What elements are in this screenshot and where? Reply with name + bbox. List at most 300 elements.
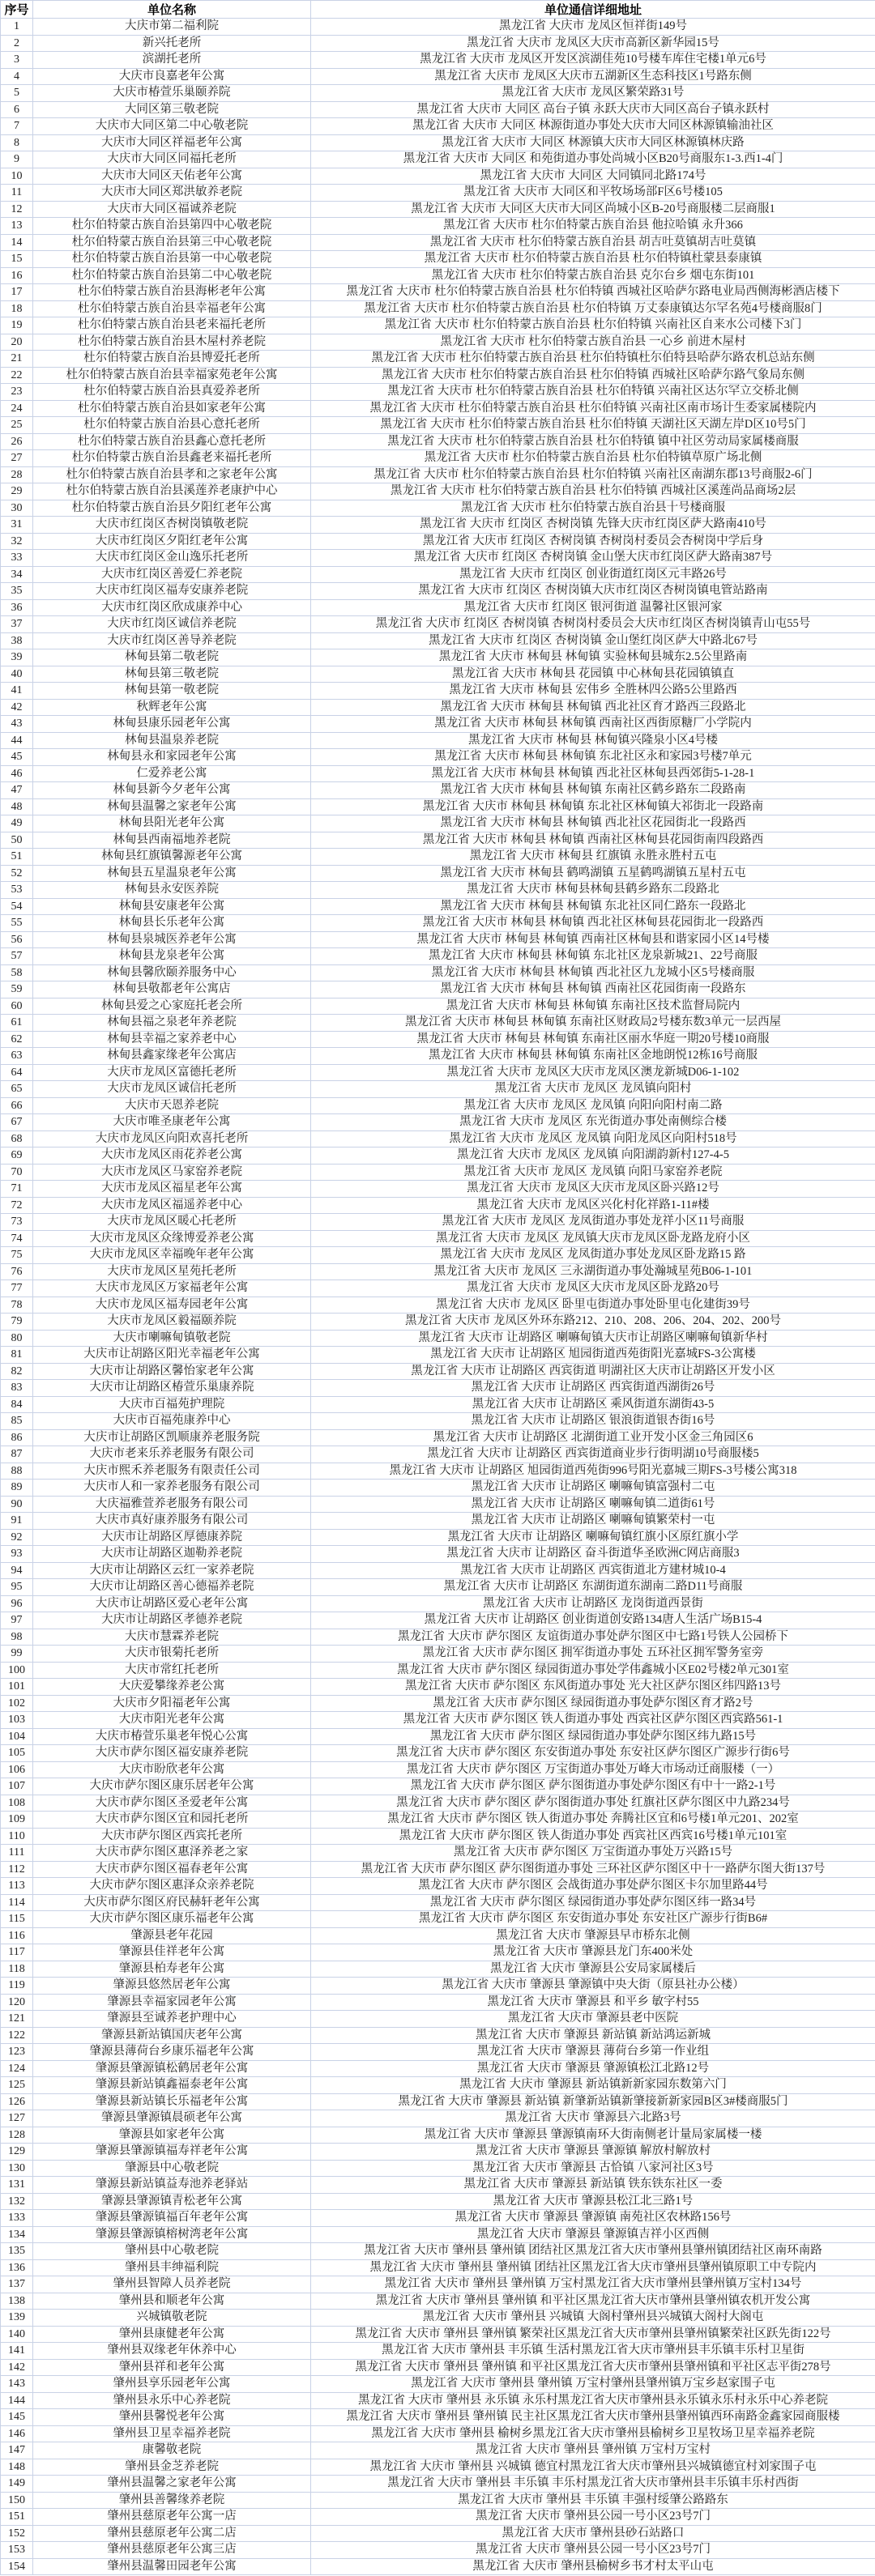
cell-address: 黑龙江省 大庆市 龙凤区 龙凤街道办事处龙祥小区11号商服 xyxy=(311,1214,875,1231)
cell-name: 大庆市萨尔图区福春老年公寓 xyxy=(33,1861,311,1878)
cell-index: 52 xyxy=(1,865,33,882)
table-row xyxy=(1,68,875,85)
cell-name: 大庆市红岗区诚信养老院 xyxy=(33,616,311,633)
cell-address: 黑龙江省 大庆市 肇源县 新站镇 新肇新站镇新肇接新新家园B区3#楼商服5门 xyxy=(311,2093,875,2110)
cell-name: 肇州县祥和老年公寓 xyxy=(33,2359,311,2376)
cell-name: 肇源县悠然居老年公寓 xyxy=(33,1978,311,1995)
cell-name: 肇源县新站镇益寿池养老驿站 xyxy=(33,2177,311,2194)
table-row xyxy=(1,683,875,700)
cell-index: 67 xyxy=(1,1114,33,1131)
cell-name: 肇源县肇源镇松鹤居老年公寓 xyxy=(33,2060,311,2077)
table-row xyxy=(1,134,875,151)
cell-name: 林甸县新今夕老年公寓 xyxy=(33,782,311,799)
cell-name: 大庆市萨尔图区康乐居老年公寓 xyxy=(33,1778,311,1795)
cell-address: 黑龙江省 大庆市 林甸县 花园镇 中心林甸县花园镇镇直 xyxy=(311,666,875,683)
cell-name: 林甸县馨欣颐养服务中心 xyxy=(33,964,311,981)
cell-index: 136 xyxy=(1,2259,33,2276)
cell-address: 黑龙江省 大庆市 林甸县 林甸镇 东北社区永和家园3号楼7单元 xyxy=(311,749,875,766)
cell-index: 66 xyxy=(1,1097,33,1114)
cell-address: 黑龙江省 大庆市 杜尔伯特蒙古族自治县 杜尔伯特镇 兴南社区自来水公司楼下3门 xyxy=(311,317,875,334)
cell-address: 黑龙江省 大庆市 萨尔图区 东安街道办事处 东安社区萨尔图区广源步行街6号 xyxy=(311,1745,875,1762)
cell-address: 黑龙江省 大庆市 红岗区 杏树岗镇大庆市红岗区杏树岗镇电管站路南 xyxy=(311,583,875,600)
table-row xyxy=(1,1927,875,1944)
cell-index: 31 xyxy=(1,517,33,534)
table-row xyxy=(1,1529,875,1546)
table-row xyxy=(1,915,875,932)
cell-index: 99 xyxy=(1,1646,33,1663)
cell-index: 35 xyxy=(1,583,33,600)
table-row xyxy=(1,500,875,517)
column-header-index: 序号 xyxy=(1,1,33,19)
cell-index: 26 xyxy=(1,433,33,450)
cell-index: 63 xyxy=(1,1048,33,1065)
cell-index: 28 xyxy=(1,466,33,483)
cell-name: 肇州县慈原老年公寓二店 xyxy=(33,2525,311,2542)
cell-name: 大庆市真好康养服务有限公司 xyxy=(33,1513,311,1530)
cell-address: 黑龙江省 大庆市 让胡路区 旭园街道西苑街996号阳光嘉城三期FS-3号楼公寓318 xyxy=(311,1463,875,1480)
cell-index: 94 xyxy=(1,1562,33,1579)
cell-address: 黑龙江省 大庆市 肇州县 肇州镇 民主社区黑龙江省大庆市肇州县肇州镇西环南路金鑫家园商服楼 xyxy=(311,2409,875,2426)
cell-index: 23 xyxy=(1,384,33,401)
cell-index: 30 xyxy=(1,500,33,517)
table-row xyxy=(1,384,875,401)
cell-name: 大庆市椿萱乐巢颐养院 xyxy=(33,85,311,102)
cell-index: 40 xyxy=(1,666,33,683)
cell-index: 96 xyxy=(1,1595,33,1612)
header-row xyxy=(1,1,875,19)
cell-address: 黑龙江省 大庆市 林甸县 林甸镇 东南社区金地朗悦12栋16号商服 xyxy=(311,1048,875,1065)
cell-index: 70 xyxy=(1,1164,33,1181)
table-row xyxy=(1,1978,875,1995)
cell-address: 黑龙江省 大庆市 林甸县 林甸镇 西南社区林甸县花园街南四段路西 xyxy=(311,832,875,849)
table-row xyxy=(1,251,875,268)
table-row xyxy=(1,2060,875,2077)
cell-name: 肇州县馨悦老年公寓 xyxy=(33,2409,311,2426)
cell-address: 黑龙江省 大庆市 让胡路区 西宾街道西湖街26号 xyxy=(311,1380,875,1397)
cell-address: 黑龙江省 大庆市 林甸县 林甸镇 东南社区丽水华庭一期20号楼10商服 xyxy=(311,1031,875,1048)
table-row xyxy=(1,2044,875,2061)
cell-name: 肇源县至诚养老护理中心 xyxy=(33,2011,311,2028)
cell-address: 黑龙江省 大庆市 龙凤区 龙凤镇 向阳向阳村南二路 xyxy=(311,1097,875,1114)
table-row xyxy=(1,1280,875,1297)
cell-name: 肇州县金芝养老院 xyxy=(33,2459,311,2476)
table-row xyxy=(1,2144,875,2161)
cell-index: 80 xyxy=(1,1330,33,1347)
cell-name: 大庆市龙凤区暖心托老所 xyxy=(33,1214,311,1231)
table-row xyxy=(1,882,875,899)
cell-name: 秋辉老年公寓 xyxy=(33,699,311,716)
table-row xyxy=(1,1828,875,1845)
cell-address: 黑龙江省 大庆市 肇州县榆树乡书才村太平山屯 xyxy=(311,2558,875,2575)
cell-address: 黑龙江省 大庆市 肇州县砂石站路口 xyxy=(311,2525,875,2542)
cell-name: 大庆市龙凤区福寿园老年公寓 xyxy=(33,1297,311,1314)
table-row xyxy=(1,1396,875,1413)
cell-address: 黑龙江省 大庆市 让胡路区 喇嘛甸镇二道街61号 xyxy=(311,1496,875,1513)
table-row xyxy=(1,865,875,882)
cell-name: 大庆市盼欣老年公寓 xyxy=(33,1761,311,1778)
table-row xyxy=(1,35,875,52)
table-row xyxy=(1,2093,875,2110)
cell-address: 黑龙江省 大庆市 肇源县公安局家属楼后 xyxy=(311,1961,875,1978)
cell-address: 黑龙江省 大庆市 龙凤区大庆市龙凤区卧兴路12号 xyxy=(311,1181,875,1198)
cell-index: 14 xyxy=(1,234,33,251)
cell-address: 黑龙江省 大庆市 龙凤区 龙凤镇向阳村 xyxy=(311,1081,875,1098)
cell-address: 黑龙江省 大庆市 龙凤区 龙凤镇 向阳马家窑养老院 xyxy=(311,1164,875,1181)
table-row xyxy=(1,351,875,368)
cell-name: 大庆市大同区同福托老所 xyxy=(33,151,311,168)
cell-name: 肇州县智障人员养老院 xyxy=(33,2276,311,2293)
cell-name: 肇源县老年花园 xyxy=(33,1927,311,1944)
cell-index: 22 xyxy=(1,367,33,384)
cell-address: 黑龙江省 大庆市 林甸县林甸县鹤乡路东二段路北 xyxy=(311,882,875,899)
cell-address: 黑龙江省 大庆市 让胡路区 喇嘛甸镇大庆市让胡路区喇嘛甸镇新华村 xyxy=(311,1330,875,1347)
cell-address: 黑龙江省 大庆市 林甸县 林甸镇 东南社区财政局2号楼东数3单元一层西屋 xyxy=(311,1015,875,1032)
cell-name: 大庆市萨尔图区康乐福老年公寓 xyxy=(33,1911,311,1928)
table-row xyxy=(1,1031,875,1048)
cell-index: 82 xyxy=(1,1363,33,1380)
cell-name: 杜尔伯特蒙古族自治县鑫心意托老所 xyxy=(33,433,311,450)
table-body xyxy=(1,19,875,2575)
cell-name: 杜尔伯特蒙古族自治县如家老年公寓 xyxy=(33,400,311,417)
cell-address: 黑龙江省 大庆市 杜尔伯特蒙古族自治县 克尔台乡 烟屯东街101 xyxy=(311,267,875,284)
cell-index: 84 xyxy=(1,1396,33,1413)
cell-index: 41 xyxy=(1,683,33,700)
table-row xyxy=(1,1712,875,1729)
cell-index: 50 xyxy=(1,832,33,849)
cell-name: 大庆市让胡路区爱心老年公寓 xyxy=(33,1595,311,1612)
cell-name: 肇源县柏寿老年公寓 xyxy=(33,1961,311,1978)
cell-address: 黑龙江省 大庆市 大同区 大同镇同北路174号 xyxy=(311,168,875,185)
table-row xyxy=(1,218,875,235)
table-row xyxy=(1,2077,875,2094)
table-row xyxy=(1,1812,875,1829)
cell-name: 肇州县享乐园老年公寓 xyxy=(33,2376,311,2393)
cell-index: 97 xyxy=(1,1612,33,1629)
cell-address: 黑龙江省 大庆市 萨尔图区 友谊街道办事处萨尔图区中七路1号铁人公园桥下 xyxy=(311,1629,875,1646)
cell-name: 大庆市萨尔图区府民赫轩老年公寓 xyxy=(33,1894,311,1911)
cell-name: 杜尔伯特蒙古族自治县第四中心敬老院 xyxy=(33,218,311,235)
table-row xyxy=(1,2310,875,2327)
table-row xyxy=(1,1048,875,1065)
cell-address: 黑龙江省 大庆市 红岗区 杏树岗镇 杏树岗村委员会杏树岗中学后身 xyxy=(311,533,875,550)
table-row xyxy=(1,1363,875,1380)
cell-name: 杜尔伯特蒙古族自治县幸福家苑老年公寓 xyxy=(33,367,311,384)
cell-name: 大庆市大同区第二中心敬老院 xyxy=(33,118,311,135)
cell-index: 73 xyxy=(1,1214,33,1231)
cell-address: 黑龙江省 大庆市 肇源县 新站镇 铁东铁东社区一委 xyxy=(311,2177,875,2194)
cell-address: 黑龙江省 大庆市 肇州县 肇州镇 万宝村万宝村 xyxy=(311,2442,875,2459)
cell-name: 大庆市椿萱乐巢老年悦心公寓 xyxy=(33,1728,311,1745)
cell-address: 黑龙江省 大庆市 杜尔伯特蒙古族自治县 他拉哈镇 永升366 xyxy=(311,218,875,235)
cell-name: 大庆市萨尔图区西宾托老所 xyxy=(33,1828,311,1845)
table-row xyxy=(1,517,875,534)
table-row xyxy=(1,1894,875,1911)
table-row xyxy=(1,2542,875,2559)
cell-name: 杜尔伯特蒙古族自治县夕阳红老年公寓 xyxy=(33,500,311,517)
cell-index: 123 xyxy=(1,2044,33,2061)
cell-index: 109 xyxy=(1,1812,33,1829)
cell-index: 55 xyxy=(1,915,33,932)
table-row xyxy=(1,1330,875,1347)
table-row xyxy=(1,1097,875,1114)
cell-index: 144 xyxy=(1,2392,33,2409)
cell-address: 黑龙江省 大庆市 龙凤区繁荣路31号 xyxy=(311,85,875,102)
table-row xyxy=(1,716,875,733)
cell-index: 59 xyxy=(1,981,33,998)
cell-address: 黑龙江省 大庆市 龙凤区大庆市龙凤区卧龙路20号 xyxy=(311,1280,875,1297)
cell-index: 11 xyxy=(1,185,33,202)
cell-address: 黑龙江省 大庆市 萨尔图区 绿园街道办事处学伟鑫城小区E02号楼2单元301室 xyxy=(311,1662,875,1679)
cell-name: 大庆市龙凤区万家福老年公寓 xyxy=(33,1280,311,1297)
table-row xyxy=(1,2226,875,2243)
cell-index: 83 xyxy=(1,1380,33,1397)
cell-index: 149 xyxy=(1,2476,33,2493)
cell-address: 黑龙江省 大庆市 杜尔伯特蒙古族自治县 胡吉吐莫镇胡吉吐莫镇 xyxy=(311,234,875,251)
cell-address: 黑龙江省 大庆市 林甸县 林甸镇 西北社区花园街北一段路西 xyxy=(311,815,875,832)
cell-name: 大庆福雅萱养老服务有限公司 xyxy=(33,1496,311,1513)
cell-address: 黑龙江省 大庆市 林甸县 林甸镇 西南社区花园街南一段路东 xyxy=(311,981,875,998)
cell-index: 130 xyxy=(1,2160,33,2177)
cell-name: 大庆市让胡路区孝德养老院 xyxy=(33,1612,311,1629)
cell-index: 27 xyxy=(1,450,33,467)
cell-name: 肇州县永乐中心养老院 xyxy=(33,2392,311,2409)
cell-name: 肇源县新站镇长乐福老年公寓 xyxy=(33,2093,311,2110)
cell-name: 林甸县第二敬老院 xyxy=(33,649,311,666)
cell-name: 大庆市萨尔图区福安康养老院 xyxy=(33,1745,311,1762)
table-row xyxy=(1,1230,875,1247)
cell-index: 33 xyxy=(1,550,33,567)
table-row xyxy=(1,2160,875,2177)
cell-name: 肇州县丰绅福利院 xyxy=(33,2259,311,2276)
cell-address: 黑龙江省 大庆市 让胡路区 喇嘛甸镇红旗小区原红旗小学 xyxy=(311,1529,875,1546)
cell-index: 77 xyxy=(1,1280,33,1297)
cell-address: 黑龙江省 大庆市 萨尔图区 绿园街道办事处萨尔图区纬九路15号 xyxy=(311,1728,875,1745)
cell-index: 147 xyxy=(1,2442,33,2459)
cell-index: 60 xyxy=(1,998,33,1015)
cell-index: 49 xyxy=(1,815,33,832)
cell-name: 大庆市龙凤区毅福颐养院 xyxy=(33,1314,311,1331)
cell-address: 黑龙江省 大庆市 肇源县六北路3号 xyxy=(311,2110,875,2127)
cell-address: 黑龙江省 大庆市 林甸县 林甸镇 东北社区龙泉新城21、22号商服 xyxy=(311,948,875,965)
table-row xyxy=(1,2459,875,2476)
cell-index: 125 xyxy=(1,2077,33,2094)
cell-name: 大庆市萨尔图区惠泽养老之家 xyxy=(33,1845,311,1862)
cell-address: 黑龙江省 大庆市 林甸县 林甸镇 实验林甸县城东2.5公里路南 xyxy=(311,649,875,666)
cell-index: 103 xyxy=(1,1712,33,1729)
cell-index: 114 xyxy=(1,1894,33,1911)
cell-name: 大庆市让胡路区阳光幸福老年公寓 xyxy=(33,1347,311,1364)
cell-index: 122 xyxy=(1,2027,33,2044)
cell-address: 黑龙江省 大庆市 肇州县 肇州镇 万宝村黑龙江省大庆市肇州县肇州镇万宝村134号 xyxy=(311,2276,875,2293)
cell-name: 杜尔伯特蒙古族自治县第二中心敬老院 xyxy=(33,267,311,284)
cell-index: 153 xyxy=(1,2542,33,2559)
cell-name: 滨湖托老所 xyxy=(33,52,311,69)
cell-name: 大庆市大同区祥福老年公寓 xyxy=(33,134,311,151)
cell-index: 5 xyxy=(1,85,33,102)
table-row xyxy=(1,267,875,284)
table-row xyxy=(1,2110,875,2127)
cell-index: 9 xyxy=(1,151,33,168)
cell-index: 90 xyxy=(1,1496,33,1513)
cell-address: 黑龙江省 大庆市 杜尔伯特蒙古族自治县十号楼商服 xyxy=(311,500,875,517)
cell-address: 黑龙江省 大庆市 让胡路区 西宾街道 明湖社区大庆市让胡路区开发小区 xyxy=(311,1363,875,1380)
cell-address: 黑龙江省 大庆市 龙凤区 东光街道办事处南侧综合楼 xyxy=(311,1114,875,1131)
cell-name: 大庆市红岗区夕阳红老年公寓 xyxy=(33,533,311,550)
cell-name: 肇州县康健老年公寓 xyxy=(33,2326,311,2343)
cell-name: 大庆市红岗区善导养老院 xyxy=(33,632,311,649)
table-row xyxy=(1,1347,875,1364)
cell-name: 大庆市让胡路区云红一家养老院 xyxy=(33,1562,311,1579)
table-row xyxy=(1,1695,875,1712)
table-row xyxy=(1,1546,875,1563)
cell-index: 34 xyxy=(1,566,33,583)
table-row xyxy=(1,616,875,633)
cell-index: 120 xyxy=(1,1994,33,2011)
cell-address: 黑龙江省 大庆市 让胡路区 旭园街道西苑街阳光嘉城FS-3公寓楼 xyxy=(311,1347,875,1364)
cell-name: 大庆市大同区福诚养老院 xyxy=(33,201,311,218)
cell-address: 黑龙江省 大庆市 萨尔图区 萨尔图街道办事处 三环社区萨尔图区中十一路萨尔图大街137号 xyxy=(311,1861,875,1878)
cell-name: 肇源县如家老年公寓 xyxy=(33,2127,311,2144)
cell-index: 132 xyxy=(1,2193,33,2210)
cell-name: 肇源县肇源镇榕树湾老年公寓 xyxy=(33,2226,311,2243)
table-row xyxy=(1,400,875,417)
cell-name: 大庆市夕阳福老年公寓 xyxy=(33,1695,311,1712)
cell-address: 黑龙江省 大庆市 让胡路区 喇嘛甸镇富强村二屯 xyxy=(311,1480,875,1497)
table-row xyxy=(1,1480,875,1497)
cell-address: 黑龙江省 大庆市 大同区 高台子镇 永跃大庆市大同区高台子镇永跃村 xyxy=(311,101,875,118)
cell-name: 林甸县阳光老年公寓 xyxy=(33,815,311,832)
cell-name: 杜尔伯特蒙古族自治县溪莲养老康护中心 xyxy=(33,483,311,500)
cell-address: 黑龙江省 大庆市 萨尔图区 万宝街道办事处万峰大市场动迁商服楼（一） xyxy=(311,1761,875,1778)
table-row xyxy=(1,85,875,102)
table-row xyxy=(1,849,875,866)
cell-name: 大庆市龙凤区福星老年公寓 xyxy=(33,1181,311,1198)
cell-name: 康馨敬老院 xyxy=(33,2442,311,2459)
cell-name: 肇源县薄荷台乡康乐福老年公寓 xyxy=(33,2044,311,2061)
cell-index: 141 xyxy=(1,2343,33,2360)
cell-address: 黑龙江省 大庆市 肇州县 永乐镇 永乐村黑龙江省大庆市肇州县永乐镇永乐村永乐中心养老院 xyxy=(311,2392,875,2409)
table-row xyxy=(1,433,875,450)
table-row xyxy=(1,1064,875,1081)
cell-index: 43 xyxy=(1,716,33,733)
cell-address: 黑龙江省 大庆市 龙凤区大庆市五湖新区生态科技区1号路东侧 xyxy=(311,68,875,85)
table-row xyxy=(1,1380,875,1397)
cell-index: 142 xyxy=(1,2359,33,2376)
cell-address: 黑龙江省 大庆市 肇州县 兴城镇 德宜村黑龙江省大庆市肇州县兴城镇德宜村刘家围子屯 xyxy=(311,2459,875,2476)
table-row xyxy=(1,1197,875,1214)
table-row xyxy=(1,1130,875,1147)
cell-address: 黑龙江省 大庆市 龙凤区 龙凤镇大庆市龙凤区卧龙路龙府小区 xyxy=(311,1230,875,1247)
cell-index: 101 xyxy=(1,1679,33,1696)
cell-name: 肇州县温馨之家老年公寓 xyxy=(33,2476,311,2493)
cell-address: 黑龙江省 大庆市 林甸县 林甸镇 西北社区九龙城小区5号楼商服 xyxy=(311,964,875,981)
table-row xyxy=(1,2293,875,2310)
cell-address: 黑龙江省 大庆市 杜尔伯特蒙古族自治县 杜尔伯特镇杜尔伯特县哈萨尔路农机总站东侧 xyxy=(311,351,875,368)
cell-address: 黑龙江省 大庆市 萨尔图区 铁人街道办事处 西宾社区西宾16号楼1单元101室 xyxy=(311,1828,875,1845)
table-row xyxy=(1,898,875,915)
cell-index: 21 xyxy=(1,351,33,368)
table-row xyxy=(1,2193,875,2210)
table-row xyxy=(1,2259,875,2276)
cell-address: 黑龙江省 大庆市 林甸县 林甸镇 西北社区林甸县花园街北一段路西 xyxy=(311,915,875,932)
cell-address: 黑龙江省 大庆市 林甸县 林甸镇 东北社区同仁路东一段路北 xyxy=(311,898,875,915)
cell-name: 杜尔伯特蒙古族自治县孝和之家老年公寓 xyxy=(33,466,311,483)
cell-index: 29 xyxy=(1,483,33,500)
table-row xyxy=(1,151,875,168)
table-row xyxy=(1,334,875,351)
cell-address: 黑龙江省 大庆市 让胡路区 银浪街道银杏街16号 xyxy=(311,1413,875,1430)
cell-index: 7 xyxy=(1,118,33,135)
cell-name: 大庆市慧霖养老院 xyxy=(33,1629,311,1646)
cell-name: 林甸县永和家园老年公寓 xyxy=(33,749,311,766)
cell-address: 黑龙江省 大庆市 肇州县 榆树乡黑龙江省大庆市肇州县榆树乡卫星牧场卫星幸福养老院 xyxy=(311,2425,875,2442)
table-row xyxy=(1,749,875,766)
cell-name: 大庆市让胡路区椿萱乐巢康养院 xyxy=(33,1380,311,1397)
cell-address: 黑龙江省 大庆市 龙凤区兴化村化祥路1-11#楼 xyxy=(311,1197,875,1214)
cell-index: 48 xyxy=(1,798,33,815)
table-row xyxy=(1,168,875,185)
cell-address: 黑龙江省 大庆市 红岗区 杏树岗镇 杏树岗村委员会大庆市红岗区杏树岗镇青山屯55号 xyxy=(311,616,875,633)
table-row xyxy=(1,782,875,799)
cell-address: 黑龙江省 大庆市 肇州县公园一号小区23号7门 xyxy=(311,2542,875,2559)
cell-index: 134 xyxy=(1,2226,33,2243)
table-row xyxy=(1,2177,875,2194)
cell-index: 137 xyxy=(1,2276,33,2293)
table-row xyxy=(1,1214,875,1231)
cell-index: 18 xyxy=(1,300,33,317)
cell-index: 152 xyxy=(1,2525,33,2542)
cell-name: 杜尔伯特蒙古族自治县海彬老年公寓 xyxy=(33,284,311,301)
cell-index: 54 xyxy=(1,898,33,915)
cell-address: 黑龙江省 大庆市 杜尔伯特蒙古族自治县 杜尔伯特镇 兴南社区南湖东郡13号商服2-6门 xyxy=(311,466,875,483)
cell-index: 36 xyxy=(1,599,33,616)
table-row xyxy=(1,1263,875,1280)
table-row xyxy=(1,2476,875,2493)
table-row xyxy=(1,2027,875,2044)
cell-index: 1 xyxy=(1,19,33,36)
cell-name: 肇州县双缘老年休养中心 xyxy=(33,2343,311,2360)
cell-name: 大庆市阳光老年公寓 xyxy=(33,1712,311,1729)
cell-index: 46 xyxy=(1,765,33,782)
cell-index: 121 xyxy=(1,2011,33,2028)
cell-name: 林甸县安康老年公寓 xyxy=(33,898,311,915)
table-row xyxy=(1,2359,875,2376)
cell-index: 154 xyxy=(1,2558,33,2575)
cell-index: 58 xyxy=(1,964,33,981)
cell-name: 大庆市天恩养老院 xyxy=(33,1097,311,1114)
cell-index: 69 xyxy=(1,1147,33,1165)
cell-address: 黑龙江省 大庆市 林甸县 宏伟乡 全胜林四公路5公里路西 xyxy=(311,683,875,700)
cell-index: 89 xyxy=(1,1480,33,1497)
cell-name: 大庆市熙禾养老服务有限责任公司 xyxy=(33,1463,311,1480)
table-row xyxy=(1,550,875,567)
table-row xyxy=(1,1247,875,1264)
cell-address: 黑龙江省 大庆市 萨尔图区 东风街道办事处 光大社区萨尔图区纬四路13号 xyxy=(311,1679,875,1696)
cell-name: 大庆市让胡路区凯顺康养老服务院 xyxy=(33,1429,311,1446)
table-row xyxy=(1,1944,875,1961)
cell-name: 新兴托老所 xyxy=(33,35,311,52)
table-row xyxy=(1,931,875,948)
cell-name: 肇州县和顺老年公寓 xyxy=(33,2293,311,2310)
cell-index: 39 xyxy=(1,649,33,666)
cell-name: 林甸县龙泉老年公寓 xyxy=(33,948,311,965)
cell-name: 林甸县西南福地养老院 xyxy=(33,832,311,849)
cell-name: 杜尔伯特蒙古族自治县博爱托老所 xyxy=(33,351,311,368)
cell-address: 黑龙江省 大庆市 红岗区 杏树岗镇 先锋大庆市红岗区萨大路南410号 xyxy=(311,517,875,534)
cell-address: 黑龙江省 大庆市 林甸县 林甸镇 西北社区林甸县西郊街5-1-28-1 xyxy=(311,765,875,782)
cell-index: 17 xyxy=(1,284,33,301)
cell-name: 林甸县爱之心家庭托老会所 xyxy=(33,998,311,1015)
